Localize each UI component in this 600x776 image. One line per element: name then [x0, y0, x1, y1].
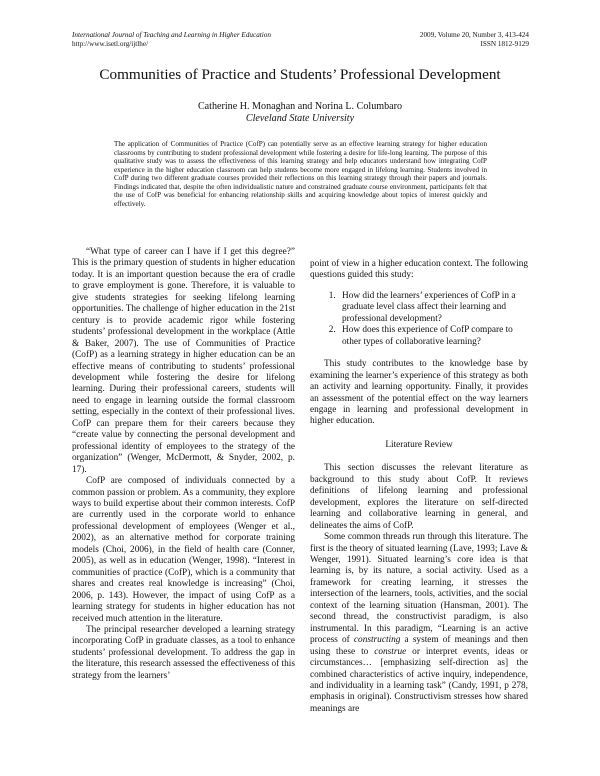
- author-names: Catherine H. Monaghan and Norina L. Columbaro: [197, 101, 403, 112]
- journal-name: International Journal of Teaching and Learning in Higher Education: [72, 31, 271, 39]
- paragraph: The principal researcher developed a learning strategy incorporating CofP in graduate classes, as a tool to enhance students’ professional development. To address the gap in the literature, this research assessed the effectiveness of this strategy from the learners’: [72, 624, 295, 681]
- paragraph: This study contributes to the knowledge base by examining the learner’s experience of this strategy as both an activity and learning opportunity. Finally, it provides an assessment of the potential effect on the way learners engage in learning and professional development in higher education.: [310, 359, 528, 427]
- list-item: 2. How does this experience of CofP compare to other types of collaborative learning?: [338, 325, 528, 348]
- author-block: [0, 101, 600, 125]
- emphasis: constructing: [353, 635, 401, 646]
- paragraph: point of view in a higher education context. The following questions guided this study:: [310, 259, 528, 281]
- emphasis: construe: [374, 646, 407, 657]
- right-column: [310, 259, 528, 715]
- paper-title: Communities of Practice and Students’ Professional Development: [99, 66, 501, 83]
- running-header-left: [72, 31, 271, 49]
- paragraph: This section discusses the relevant literature as background to this study about CofP. It reviews definitions of lifelong learning and professional development, explores the literature on self-directed learning and collaborative learning in general, and delineates the aims of CofP.: [310, 463, 528, 531]
- text-run: Some common threads run through this literature. The first is the theory of situated learning (Lave, 1993; Lave & Wenger, 1991). Situated learning’s core idea is that learning is, by its nature, a social activity. Used as a framework for creating learning, it stresses the intersection of the learners, tools, activities, and the social context of the learning situation (Hansman, 2001). The second thread, the constructivist paradigm, is also instrumental. In this paradigm, “Learning is an active process of: [310, 532, 528, 646]
- section-heading: Literature Review: [385, 439, 453, 450]
- volume-line: 2009, Volume 20, Number 3, 413-424: [419, 31, 529, 39]
- journal-url[interactable]: http://www.isetl.org/ijtlhe/: [72, 40, 149, 48]
- text-run: or interpret events, ideas or circumstances… [emphasizing self-direction as] the combined characteristics of active inquiry, independence, and individuality in a learning task” (Candy, 1991, p 278, emphasis in original). Constructivism stresses how shared meanings are: [310, 646, 529, 714]
- issn: ISSN 1812-9129: [480, 40, 529, 48]
- paragraph: “What type of career can I have if I get this degree?” This is the primary question of students in higher education today. It is an important question because the era of cradle to grave employment is gone. Therefore, it is valuable to give students strategies for seeking lifelong learning opportunities. The challenge of higher education in the 21st century is to provide academic rigor while fostering students’ professional development in the workplace (Attle & Baker, 2007). The use of Communities of Practice (CofP) as a learning strategy in higher education can be an effective means of contributing to students’ professional development while fostering the desire for lifelong learning. During their professional careers, students will need to engage in learning outside the formal classroom setting, especially in the context of their professional lives. CofP can prepare them for their careers because they “create value by connecting the personal development and professional identity of employees to the strategy of the organization” (Wenger, McDermott, & Snyder, 2002, p. 17).: [72, 247, 295, 475]
- text-run: a system of meanings and then using these to: [310, 635, 529, 657]
- paragraph: [310, 532, 528, 715]
- left-column: [72, 247, 295, 682]
- affiliation: Cleveland State University: [245, 113, 355, 124]
- abstract: The application of Communities of Practice (CofP) can potentially serve as an effective learning strategy for higher education classrooms by contributing to student professional development while fostering a desire for life-long learning. The purpose of this qualitative study was to assess the effectiveness of this learning strategy and help educators understand how integrating CofP experience in the higher education classroom can help students become more engaged in lifelong learning. Students involved in CofP during two different graduate courses provided their reflections on this learning strategy through their papers and journals. Findings indicated that, despite the often individualistic nature and constrained graduate course environment, participants felt that the use of CofP was beneficial for enhancing relationship skills and acquiring knowledge about topics of interest quickly and effectively.: [114, 140, 487, 208]
- research-questions: [310, 291, 528, 348]
- paragraph: CofP are composed of individuals connected by a common passion or problem. As a community, they explore ways to build expertise about their common interests. CofP are currently used in the corporate world to enhance professional development of employees (Wenger et al., 2002), as an alternative method for corporate training models (Choi, 2006), in the field of health care (Conner, 2005), as well as in education (Wenger, 1998). “Interest in communities of practice (CofP), which is a community that shares and creates real knowledge is increasing” (Choi, 2006, p. 143). However, the impact of using CofP as a learning strategy for students in higher education has not received much attention in the literature.: [72, 476, 295, 624]
- list-item: 1. How did the learners’ experiences of CofP in a graduate level class affect their learning and professional development?: [338, 291, 528, 325]
- running-header-right: [420, 31, 529, 49]
